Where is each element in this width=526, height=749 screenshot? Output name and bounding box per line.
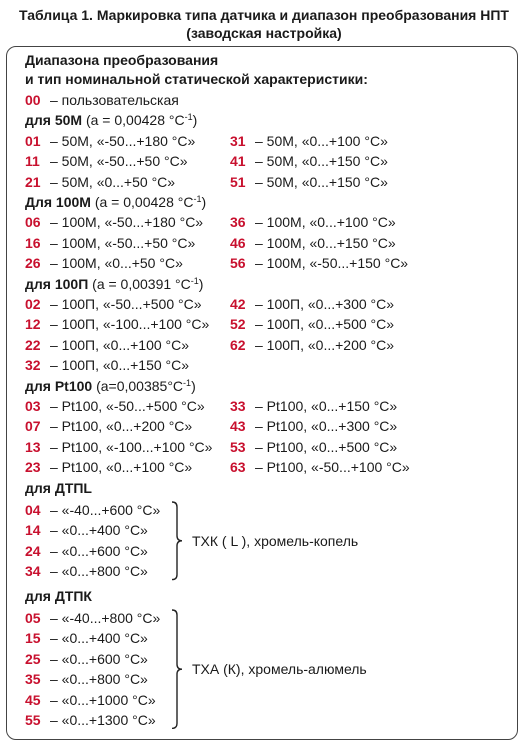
- sensor-range: – Pt100, «0...+500 °С»: [255, 438, 398, 455]
- sensor-code: 33: [230, 398, 246, 414]
- thermocouple-code: 04: [25, 502, 41, 518]
- title-line-2: (заводская настройка): [186, 25, 342, 41]
- sensor-code: 53: [230, 438, 246, 455]
- thermocouple-group-title: для ДТПК: [25, 587, 92, 604]
- sensor-code: 13: [25, 438, 41, 455]
- sensor-range: – 100П, «0...+500 °С»: [255, 316, 395, 333]
- group-param: (a = 0,00391 °С: [92, 275, 191, 292]
- sensor-code: 16: [25, 234, 41, 251]
- sensor-range: – 100М, «0...+100 °С»: [255, 214, 396, 231]
- thermocouple-type-label: ТХК ( L ), хромель-копель: [192, 532, 359, 549]
- sensor-range: – Pt100, «-50...+100 °С»: [255, 459, 410, 476]
- code-custom-desc: – пользовательская: [50, 92, 179, 108]
- group-param: (a = 0,00428 °С: [94, 194, 194, 210]
- sensor-code: 56: [230, 255, 246, 272]
- sensor-code: 02: [25, 296, 41, 312]
- sensor-code: 63: [230, 459, 246, 476]
- sensor-code: 31: [230, 132, 246, 149]
- thermocouple-code: 35: [25, 671, 41, 688]
- thermocouple-range: – «0...+600 °С»: [50, 650, 148, 667]
- sensor-code: 42: [230, 296, 246, 312]
- group-title: [25, 275, 203, 293]
- curly-brace-icon: [170, 609, 184, 729]
- group-param-exp: -1: [190, 275, 199, 286]
- thermocouple-range: – «0...+800 °С»: [50, 563, 148, 580]
- sensor-code: 62: [230, 336, 246, 353]
- sensor-code: 23: [25, 459, 41, 476]
- sensor-range: – 100М, «-50...+180 °С»: [50, 214, 204, 231]
- thermocouple-range: – «-40...+600 °С»: [50, 502, 161, 518]
- sensor-code: 46: [230, 234, 246, 251]
- sensor-code: 41: [230, 153, 246, 170]
- thermocouple-code: 55: [25, 712, 41, 728]
- group-title: [25, 111, 197, 129]
- curly-brace-icon: [170, 501, 184, 581]
- thermocouple-range: – «0...+1300 °С»: [50, 712, 156, 728]
- thermocouple-code: 15: [25, 630, 41, 647]
- thermocouple-range: – «-40...+800 °С»: [50, 610, 161, 626]
- group-param-close: ): [191, 377, 196, 394]
- thermocouple-range: – «0...+600 °С»: [50, 542, 148, 559]
- group-name: для Pt100: [25, 377, 93, 394]
- sensor-code: 11: [25, 153, 40, 170]
- sensor-range: – 100М, «-50...+150 °С»: [255, 255, 409, 272]
- sensor-range: – 100М, «0...+50 °С»: [50, 255, 183, 272]
- sensor-code: 22: [25, 336, 41, 353]
- thermocouple-code: 05: [25, 610, 41, 626]
- sensor-code: 51: [230, 173, 246, 190]
- sensor-range: – 50М, «0...+50 °С»: [50, 173, 176, 190]
- title-line-1: Таблица 1. Маркировка типа датчика и диапазон преобразования НПТ: [19, 7, 509, 23]
- sensor-code: 12: [25, 316, 41, 333]
- sensor-range: – 50М, «0...+150 °С»: [255, 173, 388, 190]
- code-custom: 00: [25, 92, 41, 108]
- sensor-range: – 100М, «0...+150 °С»: [255, 234, 396, 251]
- sensor-code: 32: [25, 357, 41, 374]
- group-name: Для 100М: [25, 194, 91, 210]
- sensor-range: – 100П, «-100...+100 °С»: [50, 316, 210, 333]
- sensor-code: 52: [230, 316, 246, 333]
- sensor-range: – 100П, «0...+100 °С»: [50, 336, 190, 353]
- thermocouple-range: – «0...+1000 °С»: [50, 691, 156, 708]
- sensor-range: – 100М, «-50...+50 °С»: [50, 234, 196, 251]
- thermocouple-code: 14: [25, 522, 41, 539]
- thermocouple-range: – «0...+800 °С»: [50, 671, 148, 688]
- sensor-range: – Pt100, «-50...+500 °С»: [50, 398, 205, 414]
- sensor-code: 21: [25, 173, 41, 190]
- sensor-range: – 100П, «-50...+500 °С»: [50, 296, 202, 312]
- group-param: (a=0,00385°С: [96, 377, 184, 394]
- header-line-1: Диапазона преобразования: [25, 52, 219, 68]
- group-title: [25, 377, 196, 395]
- group-param-exp: -1: [193, 194, 202, 204]
- sensor-range: – 50М, «0...+100 °С»: [255, 132, 388, 149]
- header-line-2: и тип номинальной статической характеристики:: [25, 71, 368, 87]
- sensor-range: – 100П, «0...+300 °С»: [255, 296, 395, 312]
- sensor-range: – 100П, «0...+150 °С»: [50, 357, 190, 374]
- thermocouple-code: 34: [25, 563, 41, 580]
- thermocouple-range: – «0...+400 °С»: [50, 630, 148, 647]
- sensor-code: 01: [25, 132, 41, 149]
- group-param-close: ): [198, 275, 204, 292]
- thermocouple-code: 45: [25, 691, 41, 708]
- group-param-exp: -1: [183, 377, 192, 388]
- sensor-code: 03: [25, 398, 41, 414]
- thermocouple-code: 25: [25, 650, 41, 667]
- sensor-range: – Pt100, «0...+100 °С»: [50, 459, 193, 476]
- sensor-range: – 50М, «0...+150 °С»: [255, 153, 388, 170]
- sensor-range: – 50М, «-50...+180 °С»: [50, 132, 196, 149]
- group-title: [25, 193, 206, 211]
- sensor-range: – 50М, «-50...+50 °С»: [50, 153, 188, 170]
- sensor-range: – Pt100, «-100...+100 °С»: [50, 438, 213, 455]
- thermocouple-type-label: ТХА (К), хромель-алюмель: [192, 661, 367, 678]
- sensor-range: – Pt100, «0...+200 °С»: [50, 418, 193, 435]
- sensor-range: – Pt100, «0...+150 °С»: [255, 398, 398, 414]
- group-param: (a = 0,00428 °С: [85, 112, 185, 129]
- thermocouple-code: 24: [25, 542, 41, 559]
- sensor-range: – Pt100, «0...+300 °С»: [255, 418, 398, 435]
- sensor-range: – 100П, «0...+200 °С»: [255, 336, 395, 353]
- thermocouple-group-title: для ДТПL: [25, 479, 92, 496]
- group-name: для 100П: [25, 275, 89, 292]
- group-param-close: ): [192, 112, 198, 129]
- sensor-code: 36: [230, 214, 246, 231]
- group-param-exp: -1: [184, 112, 193, 123]
- thermocouple-range: – «0...+400 °С»: [50, 522, 148, 539]
- sensor-code: 43: [230, 418, 246, 435]
- sensor-code: 07: [25, 418, 41, 435]
- group-param-close: ): [201, 194, 207, 210]
- table-title: [10, 6, 518, 42]
- group-name: для 50М: [25, 112, 83, 129]
- sensor-code: 26: [25, 255, 41, 272]
- sensor-code: 06: [25, 214, 41, 231]
